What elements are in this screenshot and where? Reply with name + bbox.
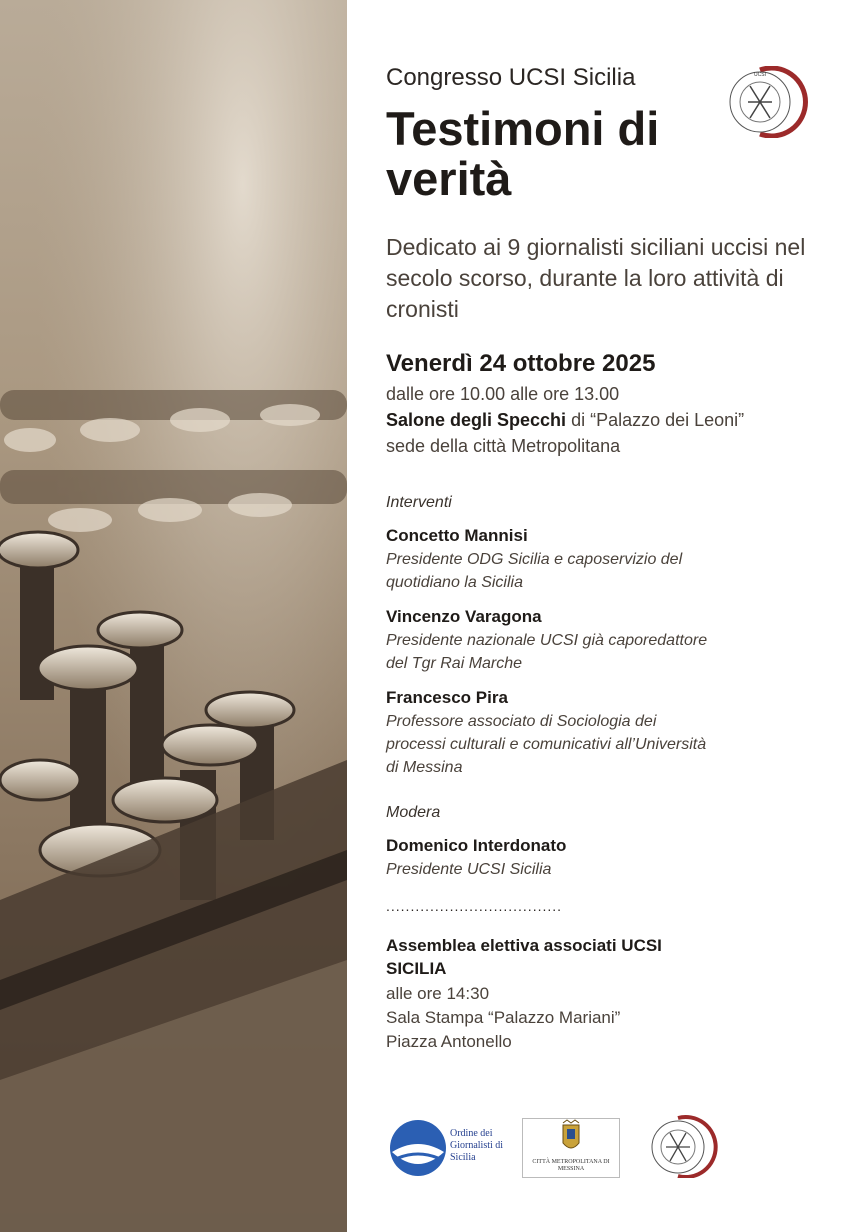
assembly-place: Sala Stampa “Palazzo Mariani”	[386, 1008, 621, 1027]
speaker-name: Francesco Pira	[386, 688, 508, 707]
odg-sicilia-logo	[388, 1116, 508, 1180]
speaker-role: Presidente ODG Sicilia e caposervizio del quotidiano la Sicilia	[386, 551, 683, 591]
assembly-title: Assemblea elettiva associati UCSI SICILIA	[386, 936, 662, 978]
event-date: Venerdì 24 ottobre 2025	[386, 350, 656, 377]
speaker-name: Vincenzo Varagona	[386, 607, 542, 626]
citta-metropolitana-logo	[522, 1118, 620, 1178]
moderator-role: Presidente UCSI Sicilia	[386, 861, 552, 878]
speaker-name: Concetto Mannisi	[386, 526, 528, 545]
venue-name: Salone degli Specchi	[386, 410, 567, 430]
ucsi-seal-icon	[644, 1114, 734, 1178]
event-venue	[386, 410, 744, 431]
typewriter-photo	[0, 0, 347, 1232]
assembly-square: Piazza Antonello	[386, 1032, 512, 1051]
ucsi-seal-icon	[720, 66, 832, 138]
assembly-time: alle ore 14:30	[386, 984, 490, 1003]
ucsi-seal-logo-small	[644, 1114, 734, 1178]
odg-logo-text: Ordine dei Giornalisti di Sicilia	[450, 1128, 504, 1163]
footer-logos	[388, 1112, 748, 1184]
crest-icon	[523, 1119, 619, 1157]
event-seat: sede della città Metropolitana	[386, 436, 621, 456]
svg-text:UCSI: UCSI	[754, 72, 766, 78]
citta-logo-text: CITTÀ METROPOLITANA DI MESSINA	[532, 1159, 610, 1172]
event-time: dalle ore 10.00 alle ore 13.00	[386, 384, 620, 404]
ucsi-seal-logo	[720, 66, 832, 138]
page-title: Testimoni di verità	[386, 102, 660, 205]
typewriter-illustration	[0, 0, 347, 1232]
odg-globe-icon	[388, 1116, 448, 1180]
venue-building: di “Palazzo dei Leoni”	[566, 410, 745, 430]
speaker-role: Professore associato di Sociologia dei processi culturali e comunicativi all’Università di Messina	[386, 713, 707, 776]
assembly-details	[386, 982, 706, 1054]
moderator-name: Domenico Interdonato	[386, 836, 567, 855]
moderator-label: Modera	[386, 804, 441, 821]
congress-label: Congresso UCSI Sicilia	[386, 64, 636, 91]
speaker-role: Presidente nazionale UCSI già caporedattore del Tgr Rai Marche	[386, 632, 708, 672]
separator: ....................................	[386, 898, 563, 914]
dedication: Dedicato ai 9 giornalisti siciliani uccisi nel secolo scorso, durante la loro attività di cronisti	[386, 234, 806, 322]
speakers-label: Interventi	[386, 494, 452, 511]
